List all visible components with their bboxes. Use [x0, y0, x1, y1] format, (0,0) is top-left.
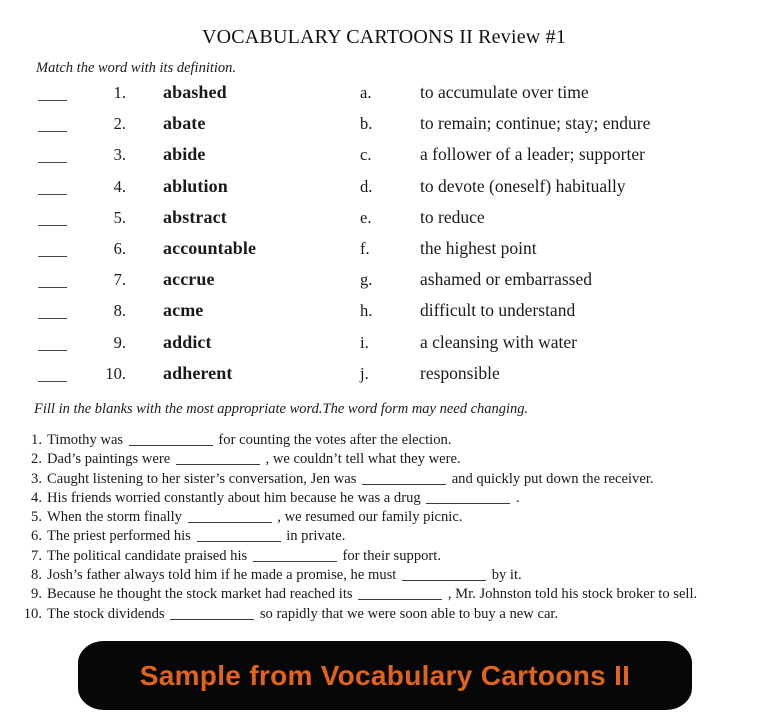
match-row: [0, 364, 768, 395]
fill-in-number: 1.: [31, 432, 42, 448]
fill-in-the-blanks-section: [0, 432, 768, 625]
match-item-number: 2.: [113, 114, 126, 134]
definition-letter: e.: [360, 207, 372, 227]
definition-text: to devote (oneself) habitually: [420, 175, 626, 196]
sentence-text-before-blank: His friends worried constantly about him because he was a drug: [47, 489, 421, 506]
fill-in-row: [0, 586, 768, 605]
match-item-number: 4.: [113, 176, 126, 196]
definition-letter: a.: [360, 83, 372, 102]
fill-in-number: 9.: [31, 586, 42, 603]
sentence-text-after-blank: in private.: [286, 528, 346, 545]
match-row: [0, 301, 768, 332]
sentence-text-after-blank: .: [515, 489, 520, 506]
vocabulary-word: accrue: [163, 269, 215, 290]
vocabulary-word: abashed: [163, 82, 227, 102]
sentence-text-after-blank: so rapidly that we were soon able to buy a new car.: [259, 605, 559, 622]
sentence-text-before-blank: Caught listening to her sister’s conversation, Jen was: [47, 470, 357, 487]
vocabulary-word: abate: [163, 113, 206, 134]
definition-text: to accumulate over time: [420, 82, 589, 102]
sentence-text-before-blank: The priest performed his: [47, 528, 191, 545]
definition-text: to remain; continue; stay; endure: [420, 113, 651, 134]
answer-blank[interactable]: [38, 381, 67, 382]
matching-instruction: Match the word with its definition.: [36, 60, 237, 76]
fill-in-sentence: [47, 606, 558, 623]
fill-in-number: 5.: [31, 509, 42, 526]
match-item-number: 10.: [105, 363, 126, 383]
answer-blank[interactable]: [38, 131, 67, 132]
fill-in-row: [0, 432, 768, 451]
definition-text: to reduce: [420, 206, 485, 227]
match-row: [0, 83, 768, 114]
match-row: [0, 270, 768, 301]
definition-letter: h.: [360, 301, 373, 321]
fill-in-row: [0, 490, 768, 509]
matching-section: [0, 83, 768, 395]
match-row: [0, 114, 768, 145]
definition-text: a cleansing with water: [420, 331, 577, 352]
fill-in-number: 6.: [31, 528, 42, 545]
definition-letter: j.: [360, 363, 369, 383]
sentence-answer-blank[interactable]: [197, 541, 281, 542]
fill-in-sentence: [47, 548, 441, 565]
sentence-text-before-blank: When the storm finally: [47, 509, 182, 526]
sentence-answer-blank[interactable]: [188, 522, 272, 523]
answer-blank[interactable]: [38, 100, 67, 101]
fill-in-row: [0, 451, 768, 470]
fill-in-sentence: [47, 471, 654, 488]
fill-in-row: [0, 471, 768, 490]
fill-in-sentence: [47, 451, 461, 468]
sentence-answer-blank[interactable]: [358, 599, 442, 600]
vocabulary-word: abstract: [163, 206, 227, 227]
match-row: [0, 239, 768, 270]
sentence-text-after-blank: , we couldn’t tell what they were.: [265, 451, 461, 468]
fill-in-sentence: [47, 528, 345, 545]
definition-letter: d.: [360, 176, 373, 196]
sentence-answer-blank[interactable]: [170, 619, 254, 620]
fill-in-number: 8.: [31, 567, 42, 584]
answer-blank[interactable]: [38, 225, 67, 226]
vocabulary-word: ablution: [163, 175, 228, 196]
match-row: [0, 177, 768, 208]
sentence-text-after-blank: for their support.: [342, 547, 441, 564]
sentence-text-after-blank: , Mr. Johnston told his stock broker to sell.: [447, 586, 698, 603]
definition-letter: i.: [360, 332, 369, 352]
definition-text: a follower of a leader; supporter: [420, 144, 645, 165]
vocabulary-word: abide: [163, 144, 206, 165]
fill-in-sentence: [47, 490, 520, 507]
fill-in-sentence: [47, 586, 697, 603]
sentence-text-before-blank: Dad’s paintings were: [47, 451, 171, 468]
sentence-answer-blank[interactable]: [253, 561, 337, 562]
fill-in-number: 4.: [31, 489, 42, 506]
match-item-number: 6.: [113, 238, 126, 258]
sample-banner-label: Sample from Vocabulary Cartoons II: [139, 659, 631, 691]
definition-letter: b.: [360, 114, 373, 134]
definition-letter: g.: [360, 270, 373, 290]
answer-blank[interactable]: [38, 162, 67, 163]
sentence-answer-blank[interactable]: [129, 445, 213, 446]
sentence-text-before-blank: Timothy was: [47, 432, 124, 448]
sentence-text-after-blank: by it.: [491, 567, 522, 584]
vocabulary-word: acme: [163, 300, 204, 321]
sentence-text-after-blank: for counting the votes after the election.: [218, 432, 452, 448]
answer-blank[interactable]: [38, 287, 67, 288]
sentence-text-before-blank: The stock dividends: [47, 605, 165, 622]
match-row: [0, 333, 768, 364]
fill-in-row: [0, 548, 768, 567]
answer-blank[interactable]: [38, 256, 67, 257]
vocabulary-word: addict: [163, 331, 212, 352]
fill-in-row: [0, 509, 768, 528]
fill-in-row: [0, 567, 768, 586]
definition-letter: f.: [360, 238, 370, 258]
fill-in-sentence: [47, 432, 451, 449]
match-row: [0, 145, 768, 176]
match-item-number: 1.: [113, 83, 126, 102]
definition-text: responsible: [420, 362, 500, 383]
match-item-number: 8.: [113, 301, 126, 321]
fill-in-number: 7.: [31, 547, 42, 564]
answer-blank[interactable]: [38, 194, 67, 195]
sentence-text-before-blank: Josh’s father always told him if he made a promise, he must: [47, 567, 397, 584]
match-item-number: 9.: [113, 332, 126, 352]
fill-in-number: 2.: [31, 451, 42, 468]
sentence-text-before-blank: The political candidate praised his: [47, 547, 248, 564]
definition-text: the highest point: [420, 237, 537, 258]
match-item-number: 5.: [113, 207, 126, 227]
match-row: [0, 208, 768, 239]
fill-in-the-blanks-instruction: Fill in the blanks with the most appropriate word.The word form may need changing.: [34, 401, 529, 417]
fill-in-row: [0, 528, 768, 547]
sentence-text-before-blank: Because he thought the stock market had reached its: [47, 586, 353, 603]
sentence-text-after-blank: and quickly put down the receiver.: [451, 470, 654, 487]
vocabulary-word: adherent: [163, 362, 233, 383]
fill-in-number: 3.: [31, 470, 42, 487]
sentence-answer-blank[interactable]: [402, 580, 486, 581]
match-item-number: 3.: [113, 145, 126, 165]
fill-in-number: 10.: [23, 605, 42, 622]
sentence-answer-blank[interactable]: [176, 464, 260, 465]
match-item-number: 7.: [113, 270, 126, 290]
sentence-text-after-blank: , we resumed our family picnic.: [277, 509, 463, 526]
vocabulary-word: accountable: [163, 237, 257, 258]
sample-banner: [78, 641, 692, 710]
answer-blank[interactable]: [38, 318, 67, 319]
sentence-answer-blank[interactable]: [426, 503, 510, 504]
answer-blank[interactable]: [38, 350, 67, 351]
fill-in-sentence: [47, 509, 462, 526]
definition-letter: c.: [360, 145, 372, 165]
fill-in-sentence: [47, 567, 522, 584]
sentence-answer-blank[interactable]: [362, 484, 446, 485]
page-title: VOCABULARY CARTOONS II Review #1: [201, 26, 567, 48]
definition-text: difficult to understand: [420, 300, 576, 321]
fill-in-row: [0, 606, 768, 625]
definition-text: ashamed or embarrassed: [420, 269, 593, 290]
